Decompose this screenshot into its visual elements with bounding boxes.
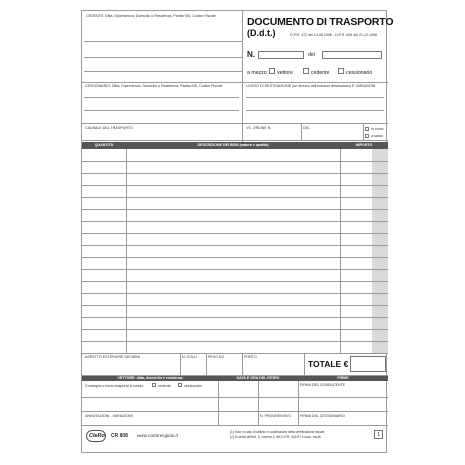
goods-table-row[interactable] (82, 185, 388, 186)
footer-divider (206, 353, 207, 375)
start-cessionario-checkbox[interactable] (178, 383, 182, 387)
website: www.cartoresgioni.it (137, 433, 178, 438)
amount-shaded-column (372, 149, 388, 353)
cessionario-label: CESSIONARIO: Ditta, Dipendenza, Domicilio o Residenza, Partita IVA, Codice Fiscale (85, 84, 223, 88)
section-divider (82, 123, 388, 124)
section-divider (82, 140, 388, 141)
recipient-divider (242, 82, 243, 147)
destination-line (246, 110, 384, 111)
footer-divider (242, 353, 243, 375)
order-date-label: DEL (303, 126, 310, 130)
document-subtitle: (D.d.t.) (247, 28, 276, 38)
start-cedente-checkbox[interactable] (152, 383, 156, 387)
causale-label: CAUSALE DEL TRASPORTO (85, 126, 133, 130)
number-field[interactable] (258, 51, 304, 59)
total-label: TOTALE € (308, 359, 349, 369)
peso-label: PESO KG (208, 355, 225, 359)
saldo-checkbox[interactable] (365, 134, 369, 138)
conto-label: in conto (371, 127, 384, 131)
goods-table-row[interactable] (82, 161, 388, 162)
date-field[interactable] (322, 51, 382, 59)
goods-table-row[interactable] (82, 281, 388, 282)
date-label: del (308, 52, 315, 58)
destination-line (246, 97, 384, 98)
brand-name: CleRo (89, 433, 105, 439)
number-label: N. (247, 50, 255, 59)
order-label: VS. ORDINE N. (246, 126, 272, 130)
cedente-line (84, 41, 242, 42)
goods-table-row[interactable] (82, 341, 388, 342)
goods-table-row[interactable] (82, 329, 388, 330)
total-field[interactable] (350, 356, 386, 372)
goods-table-row[interactable] (82, 317, 388, 318)
recipient-line (84, 97, 239, 98)
progressive-label: N. PROGRESSIVO (260, 414, 292, 418)
section-divider (82, 82, 388, 83)
cedente-line (84, 57, 242, 58)
footer-divider (180, 353, 181, 375)
goods-table-row[interactable] (82, 293, 388, 294)
carrier-divider (258, 381, 259, 425)
recipient-line (84, 110, 239, 111)
cedente-line (84, 71, 242, 72)
header-divider (242, 11, 243, 82)
goods-table-row[interactable] (82, 173, 388, 174)
start-cessionario-label: cessionario (184, 384, 203, 388)
driver-sign-label: FIRMA DEL CONDUCENTE (300, 383, 346, 387)
section-divider (82, 353, 388, 354)
cessionario-option-label: cessionario (346, 70, 373, 76)
carrier-divider (298, 381, 299, 425)
goods-table-row[interactable] (82, 305, 388, 306)
amount-column-divider (340, 149, 341, 353)
conto-checkbox[interactable] (365, 127, 369, 131)
quantity-column-divider (126, 149, 127, 353)
start-cedente-label: cedente (158, 384, 171, 388)
goods-table-row[interactable] (82, 269, 388, 270)
section-divider (82, 425, 388, 426)
order-divider (363, 123, 364, 140)
transport-start-label: Consegna o inizio trasporto a mezzo (85, 384, 144, 388)
cessionario-checkbox[interactable] (338, 68, 344, 74)
description-header: DESCRIZIONE DEI BENI (natura e qualità) (197, 143, 269, 147)
pickup-header: DATA E ORA DEL RITIRO (236, 376, 280, 380)
carrier-line (82, 411, 388, 412)
saldo-label: a saldo (371, 134, 383, 138)
page-number: 1 (374, 430, 383, 439)
vettore-checkbox[interactable] (269, 68, 275, 74)
destination-label: LUOGO DI DESTINAZIONE (se diverso dall'indirizzo destinatario) E VARIAZIONI (246, 84, 376, 88)
goods-table-row[interactable] (82, 245, 388, 246)
goods-table-row[interactable] (82, 233, 388, 234)
goods-table-row[interactable] (82, 209, 388, 210)
colli-label: N. COLLI (182, 355, 197, 359)
annotations-label: ANNOTAZIONI - VARIAZIONI (85, 414, 133, 418)
cedente-label: CEDENTE: Ditta, Dipendenza, Domicilio o Residenza, Partita IVA, Codice Fiscale (86, 14, 216, 18)
document-title: DOCUMENTO DI TRASPORTO (247, 16, 394, 28)
aspect-label: ASPETTO ESTERIORE DEI BENI (85, 355, 140, 359)
signatures-header: FIRME (337, 376, 349, 380)
vettore-option-label: vettore (277, 70, 293, 76)
porto-label: PORTO (244, 355, 257, 359)
transport-document-form (81, 10, 394, 453)
amount-header: IMPORTO (355, 143, 373, 147)
recipient-sign-label: FIRMA DEL CESSIONARIO (300, 414, 345, 418)
footer-divider (304, 353, 305, 375)
cedente-option-label: cedente (311, 70, 330, 76)
product-code: CR 808 (111, 433, 128, 439)
carrier-divider (218, 381, 219, 425)
carrier-line (82, 397, 388, 398)
brand-logo (86, 430, 106, 442)
goods-table-row[interactable] (82, 257, 388, 258)
cedente-checkbox[interactable] (303, 68, 309, 74)
transport-means-label: a mezzo: (247, 70, 269, 76)
quantity-header: QUANTITÀ (94, 143, 114, 147)
goods-table-row[interactable] (82, 197, 388, 198)
dpr-note: D.P.R. 472 del 14.08.1996 - D.P.R. 696 del 21.12.1996 (290, 33, 377, 37)
footnote-line-1: (1) Solo in caso di utilizzo in sostituzione della certificazione fiscale. (230, 430, 326, 434)
goods-table-row[interactable] (82, 221, 388, 222)
order-divider (301, 123, 302, 140)
footnote-line-2: (2) Ai sensi dell'art. 5, comma 2, del D.P.R. 441/97 e succ. modif. (230, 435, 322, 439)
carrier-header: VETTORE: ditta, domicilio e residenza (117, 376, 183, 380)
